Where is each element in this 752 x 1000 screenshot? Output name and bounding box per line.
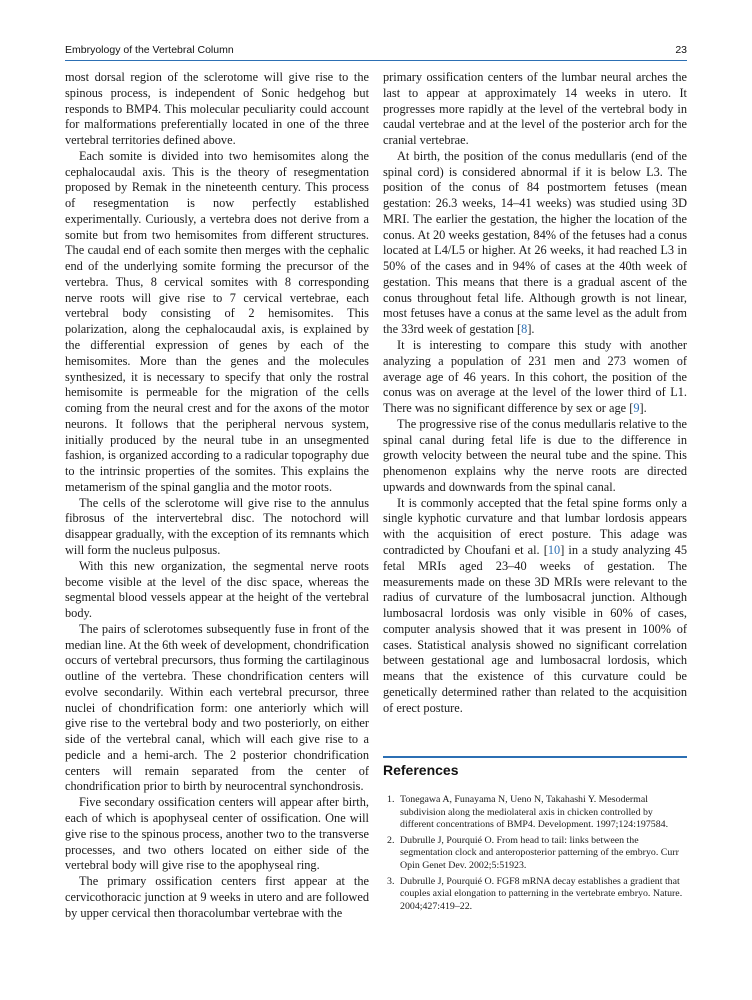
paragraph-text: At birth, the position of the conus medullaris (end of the spinal cord) is considered abnormal if it is below L3. The position of the conus of 84 postmortem fetuses (mean gestation: 26.3 weeks, 14–41 weeks) was studied using 3D MRI. The earlier the gestation, the higher the location of the conus. At 20 weeks gestation, 84% of the fetuses had a conus located at L4/L5 or higher. At 26 weeks, it had reached L3 in 50% of the cases and in 94% of cases at the 40th week of gestation. This means that there is a gradual ascent of the conus throughout fetal life. Although growth is not linear, most fetuses have a conus at the same level as the adult from the 33rd week of gestation [ xyxy=(383,148,687,337)
paragraph: The primary ossification centers first appear at the cervicothoracic junction at 9 weeks in utero and are followed by upper cervical then thoracolumbar vertebrae with the xyxy=(65,874,369,920)
header-rule xyxy=(65,60,687,61)
paragraph xyxy=(383,496,687,717)
paragraph: With this new organization, the segmental nerve roots become visible at the level of the disc space, whereas the segmental blood vessels appear at the height of the vertebral body. xyxy=(65,558,369,621)
paragraph xyxy=(383,149,687,338)
citation-link[interactable]: 8 xyxy=(521,322,528,337)
citation-link[interactable]: 10 xyxy=(547,542,561,557)
paragraph-text: ] in a study analyzing 45 fetal MRIs aged 23–40 weeks of gestation. The measurements made on these 3D MRIs were relevant to the radius of curvature of the lumbosacral junction. Although lumbosacral lordosis was only visible in 60% of cases, computer analysis showed that it was present in 100% of cases. Statistical analysis showed no significant correlation between gestational age and lumbosacral lordosis, which means that the existence of this curvature could be genetically determined rather than related to the acquisition of erect posture. xyxy=(383,542,687,715)
paragraph: The cells of the sclerotome will give rise to the annulus fibrosus of the intervertebral disc. The notochord will disappear gradually, with the exception of its remnants which will form the nucleus pulposus. xyxy=(65,495,369,557)
paragraph: Five secondary ossification centers will appear after birth, each of which is apophyseal center of ossification. One will give rise to the spinous process, another two to the transverse processes, and two others located on either side of the vertebral body will give rise to the apophyseal ring. xyxy=(65,795,369,873)
page-number: 23 xyxy=(675,44,687,56)
reference-number: 1. xyxy=(387,794,395,805)
paragraph-text: ]. xyxy=(639,401,647,416)
references-list xyxy=(383,794,687,916)
paragraph: primary ossification centers of the lumbar neural arches the last to appear at approximately 14 weeks in utero. It progresses more rapidly at the level of the vertebral body in caudal vertebrae and at the level of the posterior arch for the cranial vertebrae. xyxy=(383,70,687,148)
paragraph-text: ]. xyxy=(527,322,535,337)
paragraph-text: It is interesting to compare this study with another analyzing a population of 231 men and 273 women of average age of 46 years. In this cohort, the position of the conus was on average at the level of the lower third of L1. There was no significant difference by sex or age [ xyxy=(383,338,687,416)
paragraph: Each somite is divided into two hemisomites along the cephalocaudal axis. This is the theory of resegmentation proposed by Remak in the nineteenth century. This process of resegmentation is now perfectly established experimentally. Curiously, a vertebra does not derive from a somite but from two hemisomites from different structures. The caudal end of each somite then merges with the cephalic end of the underlying somite forming the precursor of the vertebra. Thus, 8 cervical somites with 8 corresponding nerve roots will give rise to 7 cervical vertebrae, each vertebral body consisting of 2 hemisomites. This polarization, along the cephalocaudal axis, is explained by the differential expression of genes by each of the hemisomites. More than the genes and the molecules synthesized, it is necessary to specify that only the rostral hemisomite is permeable for the migration of the cells coming from the neural crest and for the axons of the motor neurons. It follows that the peripheral nervous system, initially produced by the neural tube in an unsegmented fashion, is organized according to a radicular topography due to the intrinsic properties of the somites. This explains the metamerism of the spinal ganglia and the motor roots. xyxy=(65,148,369,494)
reference-item xyxy=(383,794,687,832)
left-column xyxy=(65,70,369,921)
paragraph-text: It is commonly accepted that the fetal spine forms only a single kyphotic curvature and that lumbar lordosis appears with the acquisition of erect posture. This adage was contradicted by Choufani et al. [ xyxy=(383,495,687,557)
paragraph: The pairs of sclerotomes subsequently fuse in front of the median line. At the 6th week of development, chondrification occurs of vertebral precursors, thus forming the cartilaginous outline of the vertebra. These chondrification centers will evolve secondarily. Within each vertebral precursor, three nuclei of chondrification form: one anteriorly which will give rise to the vertebral body and two posteriorly, on either side of the vertebral canal, which will each give rise to a pedicle and a hemi-arch. The 2 posterior chondrification centers will remain separated from the center of chondrification prior to birth by neurocentral synchondrosis. xyxy=(65,621,369,794)
references-rule xyxy=(383,756,687,758)
reference-item xyxy=(383,876,687,914)
right-column xyxy=(383,70,687,716)
reference-number: 2. xyxy=(387,834,395,846)
reference-number: 3. xyxy=(387,875,395,887)
citation-link[interactable]: 9 xyxy=(633,401,640,416)
paragraph: most dorsal region of the sclerotome will give rise to the spinous process, is independent of Sonic hedgehog but responds to BMP4. This molecular peculiarity could account for malformations preferentially located in one of the three vertebral territories defined above. xyxy=(65,70,369,148)
reference-item xyxy=(383,835,687,873)
paragraph xyxy=(383,338,687,417)
reference-text: Dubrulle J, Pourquié O. FGF8 mRNA decay establishes a gradient that couples axial elongation to patterning in the vertebrate embryo. Nature. 2004;427:419–22. xyxy=(400,875,683,912)
references-heading: References xyxy=(383,762,459,778)
paragraph: The progressive rise of the conus medullaris relative to the spinal canal during fetal life is due to the difference in growth velocity between the neural tube and the spine. This phenomenon explains why the nerve roots are directed upwards and downwards from the spinal canal. xyxy=(383,416,687,494)
reference-text: Tonegawa A, Funayama N, Ueno N, Takahashi Y. Mesodermal subdivision along the mediolateral axis in chicken controlled by different concentrations of BMP4. Development. 1997;124:197584. xyxy=(400,794,669,831)
running-title: Embryology of the Vertebral Column xyxy=(65,44,234,56)
running-header xyxy=(65,44,687,58)
reference-text: Dubrulle J, Pourquié O. From head to tail: links between the segmentation clock and anteroposterior patterning of the embryo. Curr Opin Genet Dev. 2002;5:51923. xyxy=(400,834,679,871)
